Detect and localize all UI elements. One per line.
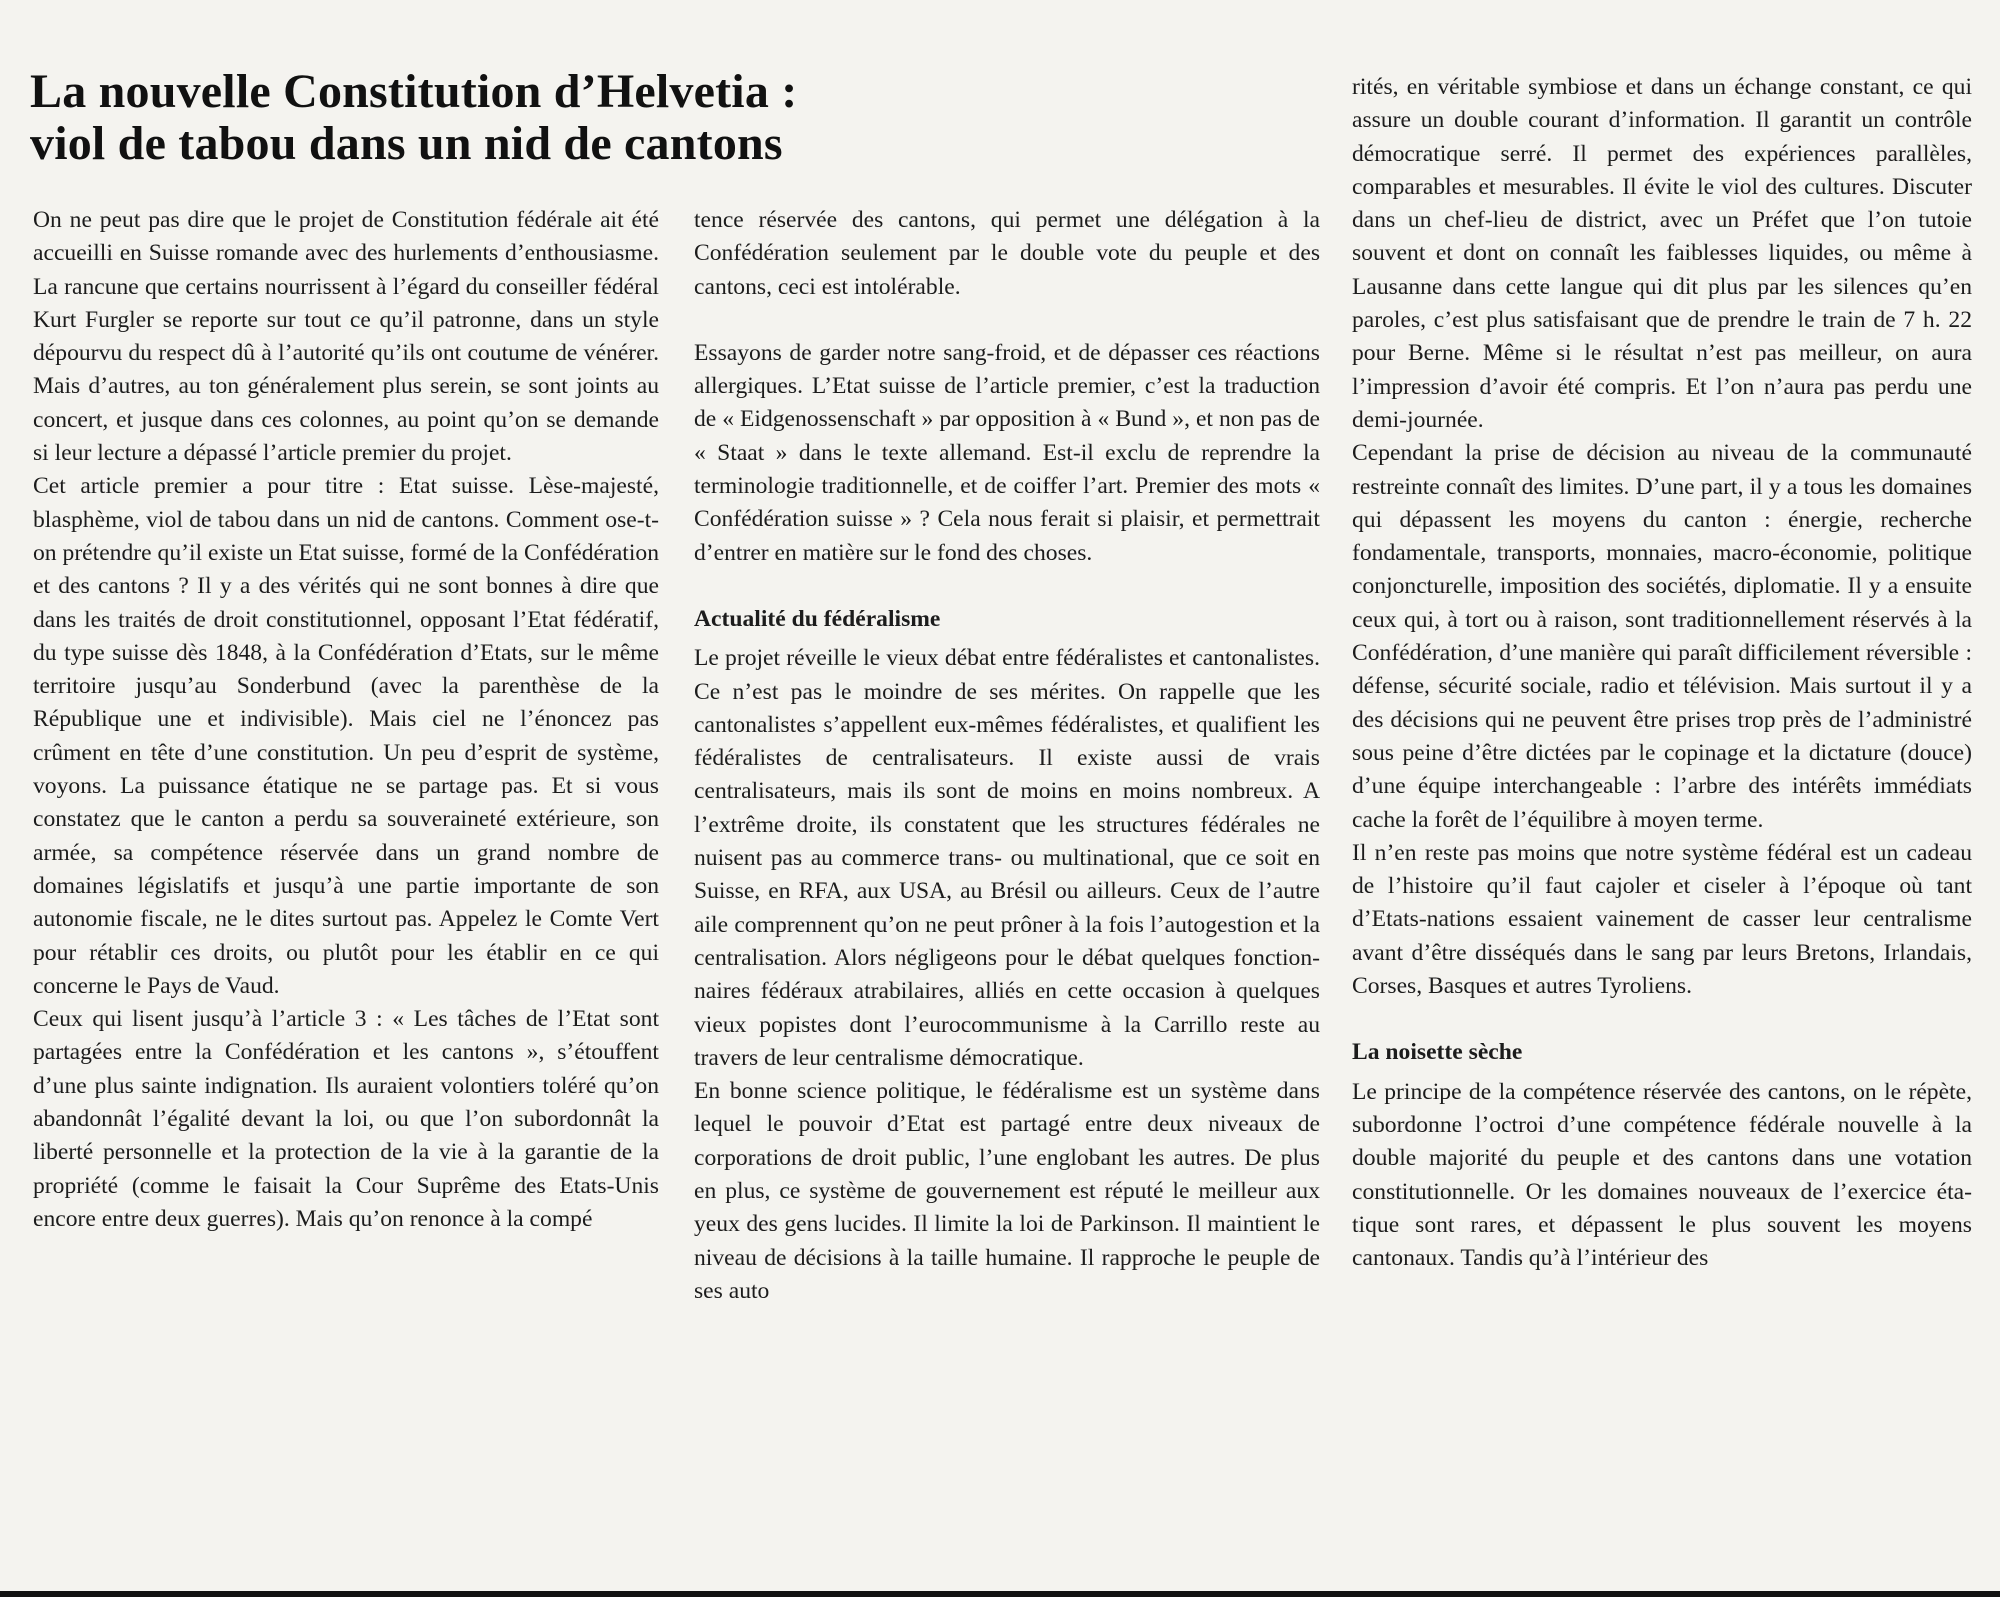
paragraph: tence réservée des cantons, qui permet une délégation à la Confédération seulement par le double vote du peuple et des cantons, ceci est intolérable. xyxy=(694,207,1320,300)
paragraph: On ne peut pas dire que le projet de Constitution fédérale ait été accueilli en Suisse romande avec des hurlements d’enthousiasme. La rancune que certains nourrissent à l’égard du conseiller fédéral Kurt Furgler se reporte sur tout ce qu’il patronne, dans un style dépourvu du respect dû à l’autorité qu’ils ont coutume de vénérer. Mais d’autres, au ton généralement plus serein, se sont joints au concert, et jusque dans ces colonnes, au point qu’on se demande si leur lecture a dépassé l’article premier du projet. xyxy=(33,207,659,467)
paragraph: Cet article premier a pour titre : Etat suisse. Lèse-majesté, blasphème, viol de tabou dans un nid de cantons. Comment ose-t-on prétendre qu’il existe un Etat suisse, formé de la Confédération et des cantons ? Il y a des vérités qui ne sont bonnes à dire que dans les traités de droit constitutionnel, opposant l’Etat fédératif, du type suisse dès 1848, à la Confédération d’Etats, sur le même territoire jusqu’au Sonderbund (avec la parenthèse de la République une et indivisible). Mais ciel ne l’énoncez pas crûment en tête d’une constitution. Un peu d’esprit de système, voyons. La puissance étatique ne se partage pas. Et si vous constatez que le canton a perdu sa souveraineté extérieure, son armée, sa compétence réservée dans un grand nombre de domaines législatifs et jusqu’à une partie importante de son autonomie fiscale, ne le dites surtout pas. Appelez le Comte Vert pour rétablir ces droits, ou plutôt pour les établir en ce qui concerne le Pays de Vaud. xyxy=(33,473,659,999)
paragraph: Ceux qui lisent jusqu’à l’article 3 : « Les tâches de l’Etat sont partagées entre la Confédération et les cantons », s’étouffent d’une plus sainte indignation. Ils auraient volontiers toléré qu’on abandonnât l’égalité devant la loi, ou que l’on subordonnât la liberté personnelle et la protection de la vie à la garantie de la propriété (comme le faisait la Cour Suprême des Etats-Unis encore entre deux guerres). Mais qu’on renonce à la compé xyxy=(33,1006,659,1232)
paragraph: Cependant la prise de décision au niveau de la communauté restreinte connaît des limites. D’une part, il y a tous les domaines qui dépassent les moyens du canton : énergie, recherche fondamentale, transports, monnaies, macro-économie, politique conjoncturelle, imposition des sociétés, diplomatie. Il y a ensuite ceux qui, à tort ou à raison, sont traditionnellement réservés à la Confédération, d’une manière qui paraît difficilement réversible : défense, sécurité sociale, radio et télévision. Mais surtout il y a des décisions qui ne peuvent être prises trop près de l’administré sous peine d’être dictées par le copinage et la dictature (douce) d’une équipe interchangeable : l’arbre des intérêts immédiats cache la forêt de l’équilibre à moyen terme. xyxy=(1352,440,1972,833)
section-heading: La noisette sèche xyxy=(1352,1039,1523,1066)
headline xyxy=(30,66,1330,170)
paragraph: Essayons de garder notre sang-froid, et de dépasser ces réactions allergiques. L’Etat suisse de l’article premier, c’est la traduction de « Eidgenossenschaft » par opposition à « Bund », et non pas de « Staat » dans le texte allemand. Est-il exclu de reprendre la terminologie traditionnelle, et de coiffer l’art. Premier des mots « Confédération suisse » ? Cela nous ferait si plaisir, et permettrait d’entrer en matière sur le fond des choses. xyxy=(694,339,1320,566)
bottom-rule xyxy=(0,1591,2000,1597)
text-column-2 xyxy=(694,204,1320,1308)
section-heading: Actualité du fédéralisme xyxy=(694,605,941,632)
text-column-1 xyxy=(33,204,659,1236)
headline-line-1: La nouvelle Constitution d’Helvetia : xyxy=(30,65,798,118)
paragraph: Le projet réveille le vieux débat entre fédéralistes et cantonalistes. Ce n’est pas le moindre de ses mérites. On rappelle que les cantonalistes s’appellent eux-mêmes fédéralistes, et qualifient les fédéralistes de centralisateurs. Il existe aussi de vrais centralisateurs, mais ils sont de moins en moins nombreux. A l’extrême droite, ils constatent que les structures fédérales ne nuisent pas au commerce trans- ou multinational, que ce soit en Suisse, en RFA, aux USA, au Brésil ou ailleurs. Ceux de l’autre aile comprennent qu’on ne peut prôner à la fois l’autogestion et la centralisation. Alors négligeons pour le débat quelques fonctionnaires fédéraux atrabilaires, alliés en cette occasion à quelques vieux popistes dont l’eurocommunisme à la Carrillo reste au travers de leur centralisme démocratique. xyxy=(694,645,1320,1071)
paragraph: Il n’en reste pas moins que notre système fédéral est un cadeau de l’histoire qu’il faut cajoler et ciseler à l’époque où tant d’Etats-nations essaient vainement de casser leur centralisme avant d’être disséqués dans le sang par leurs Bretons, Irlandais, Corses, Basques et autres Tyroliens. xyxy=(1352,839,1972,1000)
text-column-3 xyxy=(1352,71,1972,1275)
paragraph: En bonne science politique, le fédéralisme est un système dans lequel le pouvoir d’Etat est partagé entre deux niveaux de corporations de droit public, l’une englobant les autres. De plus en plus, ce système de gouvernement est réputé le meilleur aux yeux des gens lucides. Il limite la loi de Parkinson. Il maintient le niveau de décisions à la taille humaine. Il rapproche le peuple de ses auto xyxy=(694,1078,1320,1304)
paragraph: Le principe de la compétence réservée des cantons, on le répète, subordonne l’octroi d’une compétence fédérale nouvelle à la double majorité du peuple et des cantons dans une votation constitutionnelle. Or les domaines nouveaux de l’exercice étatique sont rares, et dépassent le plus souvent les moyens cantonaux. Tandis qu’à l’intérieur des xyxy=(1352,1078,1972,1272)
paragraph: rités, en véritable symbiose et dans un échange constant, ce qui assure un double courant d’information. Il garantit un contrôle démocratique serré. Il permet des expériences parallèles, comparables et mesurables. Il évite le viol des cultures. Discuter dans un chef-lieu de district, avec un Préfet que l’on tutoie souvent et dont on connaît les faiblesses liquides, ou même à Lausanne dans cette langue qui dit plus par les silences qu’en paroles, c’est plus satisfaisant que de prendre le train de 7 h. 22 pour Berne. Même si le résultat n’est pas meilleur, on aura l’impression d’avoir été compris. Et l’on n’aura pas perdu une demi-journée. xyxy=(1352,74,1972,433)
headline-line-2: viol de tabou dans un nid de cantons xyxy=(30,117,783,170)
